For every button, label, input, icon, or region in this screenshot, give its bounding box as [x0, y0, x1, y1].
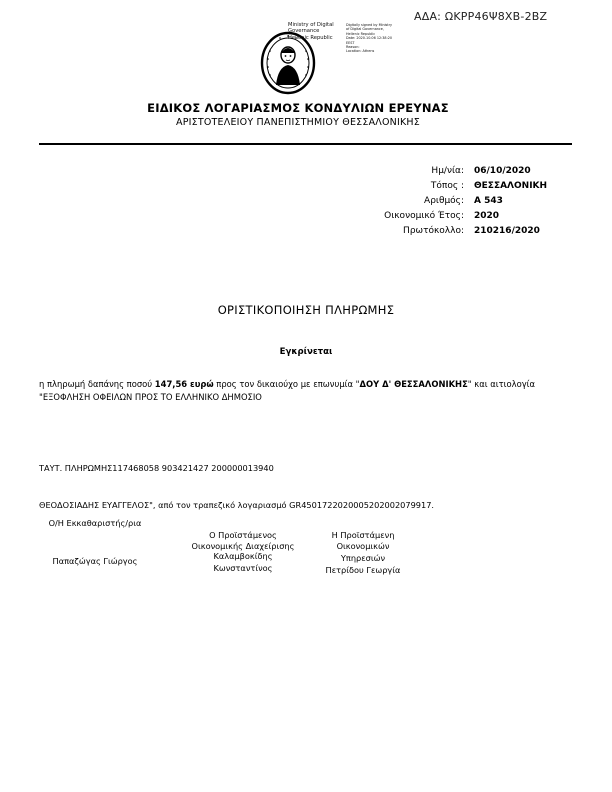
beneficiary-line: ΘΕΟΔΟΣΙΑΔΗΣ ΕΥΑΓΓΕΛΟΣ", από τον τραπεζικό λογαριασμό GR4501722020005202002079917.: [39, 500, 435, 510]
meta-row-date: [300, 166, 560, 178]
meta-row-number: [300, 196, 560, 208]
meta-value: ΘΕΣΣΑΛΟΝΙΚΗ: [474, 181, 548, 191]
signatory-clearing-officer: [30, 518, 160, 566]
signatory-name: Πετρίδου Γεωργία: [325, 565, 401, 575]
header-divider: [39, 143, 572, 145]
payment-body-text: [39, 378, 579, 404]
signature-detail: Hellenic Republic: [346, 31, 376, 36]
signature-detail: Date: 2020.10.06 12:38:20: [346, 36, 393, 41]
meta-label: Ημ/νία:: [431, 166, 464, 176]
signature-detail: Digitally signed by Ministry: [346, 23, 393, 27]
meta-label: Τόπος :: [430, 181, 464, 191]
meta-value: 210216/2020: [474, 226, 540, 236]
meta-value: Α 543: [474, 196, 503, 206]
meta-value: 2020: [474, 211, 500, 221]
signature-detail: EEST: [346, 40, 355, 45]
meta-label: Αριθμός:: [424, 196, 464, 206]
approval-heading: Εγκρίνεται: [279, 347, 333, 357]
document-title: ΟΡΙΣΤΙΚΟΠΟΙΗΣΗ ΠΛΗΡΩΜΗΣ: [217, 303, 395, 317]
meta-label: Οικονομικό Έτος:: [384, 211, 464, 221]
payee-name: ΔΟΥ Δ' ΘΕΣΣΑΛΟΝΙΚΗΣ: [359, 379, 468, 389]
body-text: " και αιτιολογία: [467, 379, 536, 389]
signature-detail: Location: Athens: [346, 49, 375, 54]
signature-text: Governance: [288, 28, 320, 35]
signatory-role: Ο Προϊστάμενος Οικονομικής Διαχείρισης: [191, 529, 295, 551]
signature-text: Hellenic Republic: [288, 34, 333, 41]
body-line-2: "ΕΞΟΦΛΗΣΗ ΟΦΕΙΛΩΝ ΠΡΟΣ ΤΟ ΕΛΛΗΝΙΚΟ ΔΗΜΟΣΙΟ: [39, 392, 262, 402]
payment-amount: 147,56 ευρώ: [154, 379, 214, 389]
signatory-financial-head: [178, 518, 308, 576]
meta-label: Πρωτόκολλο:: [403, 226, 464, 236]
signatory-role: Η Προϊστάμενη Οικονομικών Υπηρεσιών: [331, 529, 395, 563]
payment-identifier: ΤΑΥΤ. ΠΛΗΡΩΜΗΣ117468058 903421427 200000013940: [39, 463, 274, 473]
signature-detail: Reason:: [346, 45, 360, 50]
signatory-financial-services-head: [298, 518, 428, 587]
meta-value: 06/10/2020: [474, 166, 531, 176]
ada-code: ΑΔΑ: ΩΚΡΡ46Ψ8ΧΒ-2ΒΖ: [414, 10, 548, 23]
organization-subtitle: ΑΡΙΣΤΟΤΕΛΕΙΟΥ ΠΑΝΕΠΙΣΤΗΜΙΟΥ ΘΕΣΣΑΛΟΝΙΚΗΣ: [176, 117, 420, 128]
meta-row-protocol: [300, 226, 560, 238]
meta-row-fiscal-year: [300, 211, 560, 223]
body-text: προς τον δικαιούχο με επωνυμία ": [213, 379, 360, 389]
body-text: η πληρωμή δαπάνης ποσού: [39, 379, 155, 389]
body-line-1: [39, 378, 579, 391]
signatory-name: Παπαζώγας Γιώργος: [52, 556, 138, 566]
signatory-name: Καλαμβοκίδης Κωνσταντίνος: [213, 551, 273, 573]
organization-name: ΕΙΔΙΚΟΣ ΛΟΓΑΡΙΑΣΜΟΣ ΚΟΝΔΥΛΙΩΝ ΕΡΕΥΝΑΣ: [147, 101, 449, 115]
signature-text: Ministry of Digital: [288, 22, 334, 28]
signature-detail: of Digital Governance,: [346, 27, 384, 32]
meta-row-place: [300, 181, 560, 193]
signatory-role: Ο/Η Εκκαθαριστής/ρια: [48, 518, 142, 528]
